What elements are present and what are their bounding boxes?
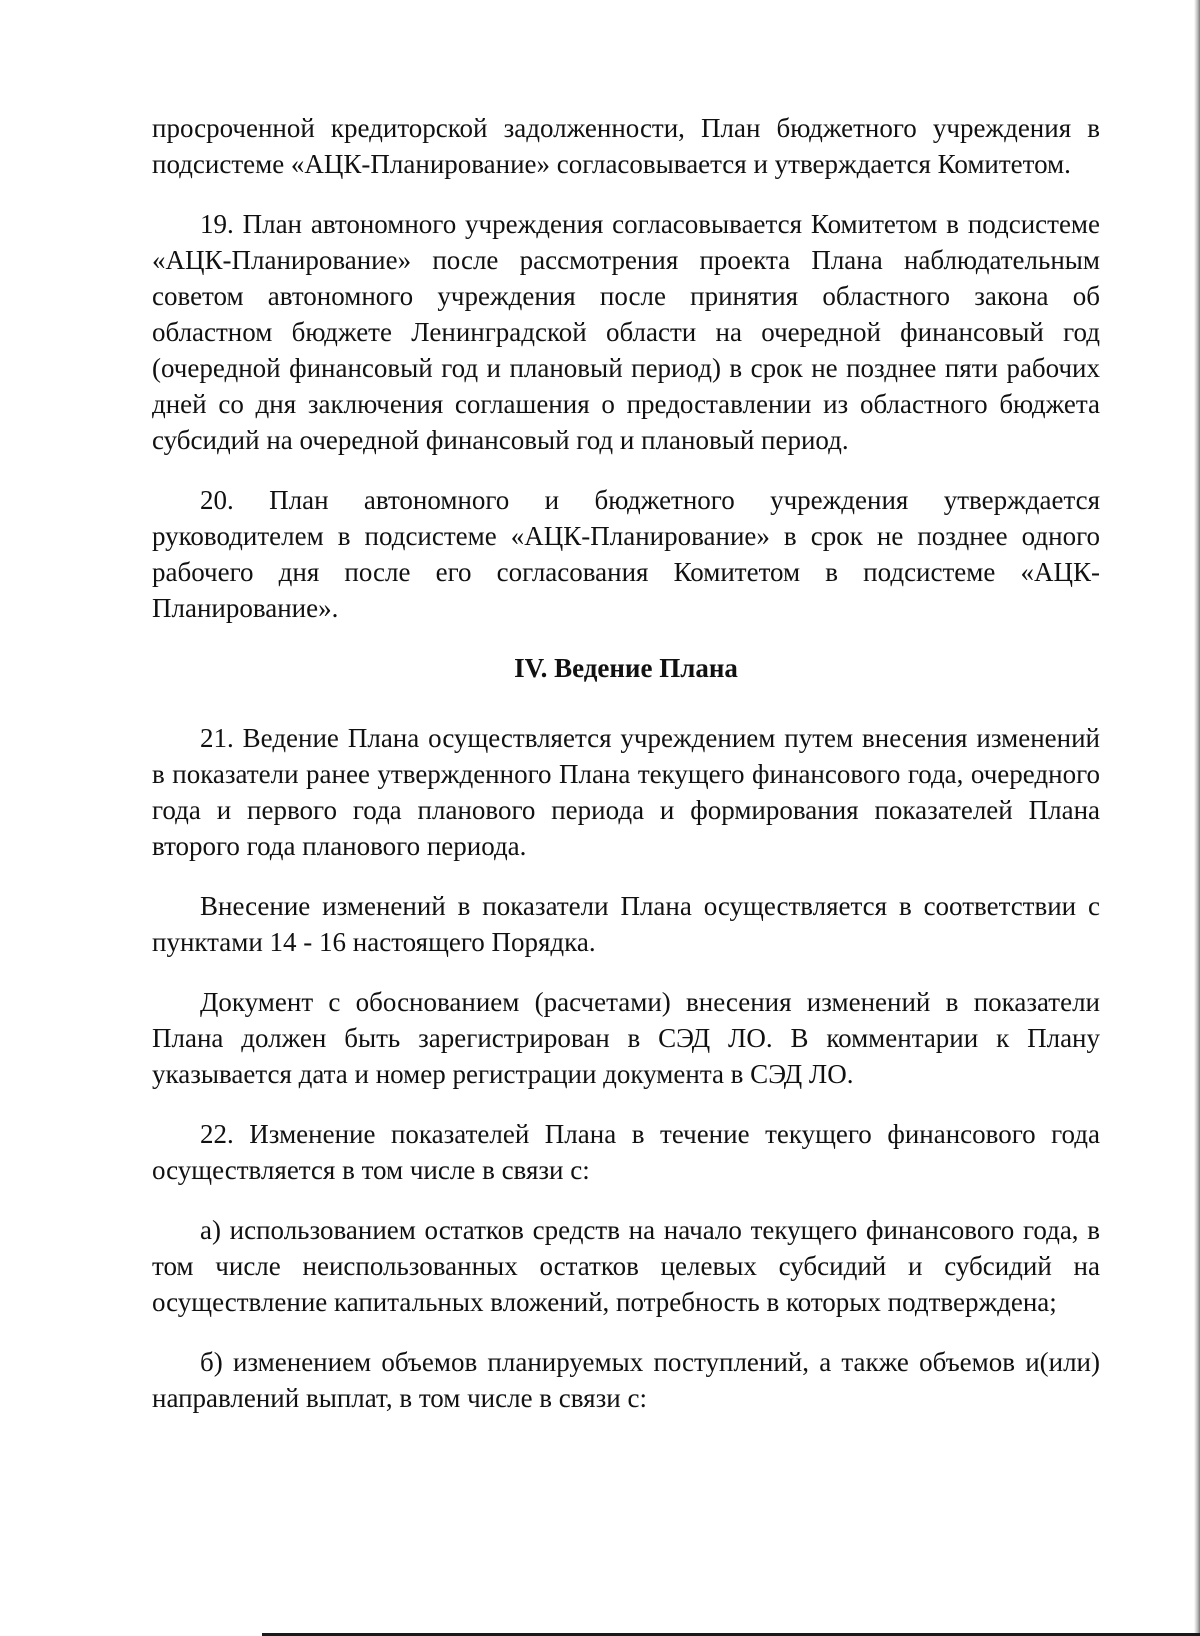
paragraph-19: 19. План автономного учреждения согласовывается Комитетом в подсистеме «АЦК-Планирование» после рассмотрения проекта Плана наблюдательным советом автономного учреждения после принятия областного закона об областном бюджете Ленинградской области на очередной финансовый год (очередной финансовый год и плановый период) в срок не позднее пяти рабочих дней со дня заключения соглашения о предоставлении из областного бюджета субсидий на очередной финансовый год и плановый период. [152,209,1100,455]
paragraph-22: 22. Изменение показателей Плана в течение текущего финансового года осуществляется в том числе в связи с: [152,1119,1100,1185]
paragraph-21-justification: Документ с обоснованием (расчетами) внесения изменений в показатели Плана должен быть зарегистрирован в СЭД ЛО. В комментарии к Плану указывается дата и номер регистрации документа в СЭД ЛО. [152,987,1100,1089]
paragraph-continuation: просроченной кредиторской задолженности, План бюджетного учреждения в подсистеме «АЦК-Планирование» согласовывается и утверждается Комитетом. [152,113,1100,179]
paragraph-20: 20. План автономного и бюджетного учреждения утверждается руководителем в подсистеме «АЦК-Планирование» в срок не позднее одного рабочего дня после его согласования Комитетом в подсистеме «АЦК-Планирование». [152,485,1100,623]
section-heading: IV. Ведение Плана [514,653,738,683]
paragraph-21-changes: Внесение изменений в показатели Плана осуществляется в соответствии с пунктами 14 - 16 настоящего Порядка. [152,891,1100,957]
document-body [152,110,1100,1440]
paragraph-22-a: а) использованием остатков средств на начало текущего финансового года, в том числе неиспользованных остатков целевых субсидий и субсидий на осуществление капитальных вложений, потребность в которых подтверждена; [152,1215,1100,1317]
scan-edge-shadow [1194,0,1200,1636]
paragraph-22-b: б) изменением объемов планируемых поступлений, а также объемов и(или) направлений выплат, в том числе в связи с: [152,1347,1100,1413]
paragraph-21: 21. Ведение Плана осуществляется учреждением путем внесения изменений в показатели ранее утвержденного Плана текущего финансового года, очередного года и первого года планового периода и формирования показателей Плана второго года планового периода. [152,723,1100,861]
